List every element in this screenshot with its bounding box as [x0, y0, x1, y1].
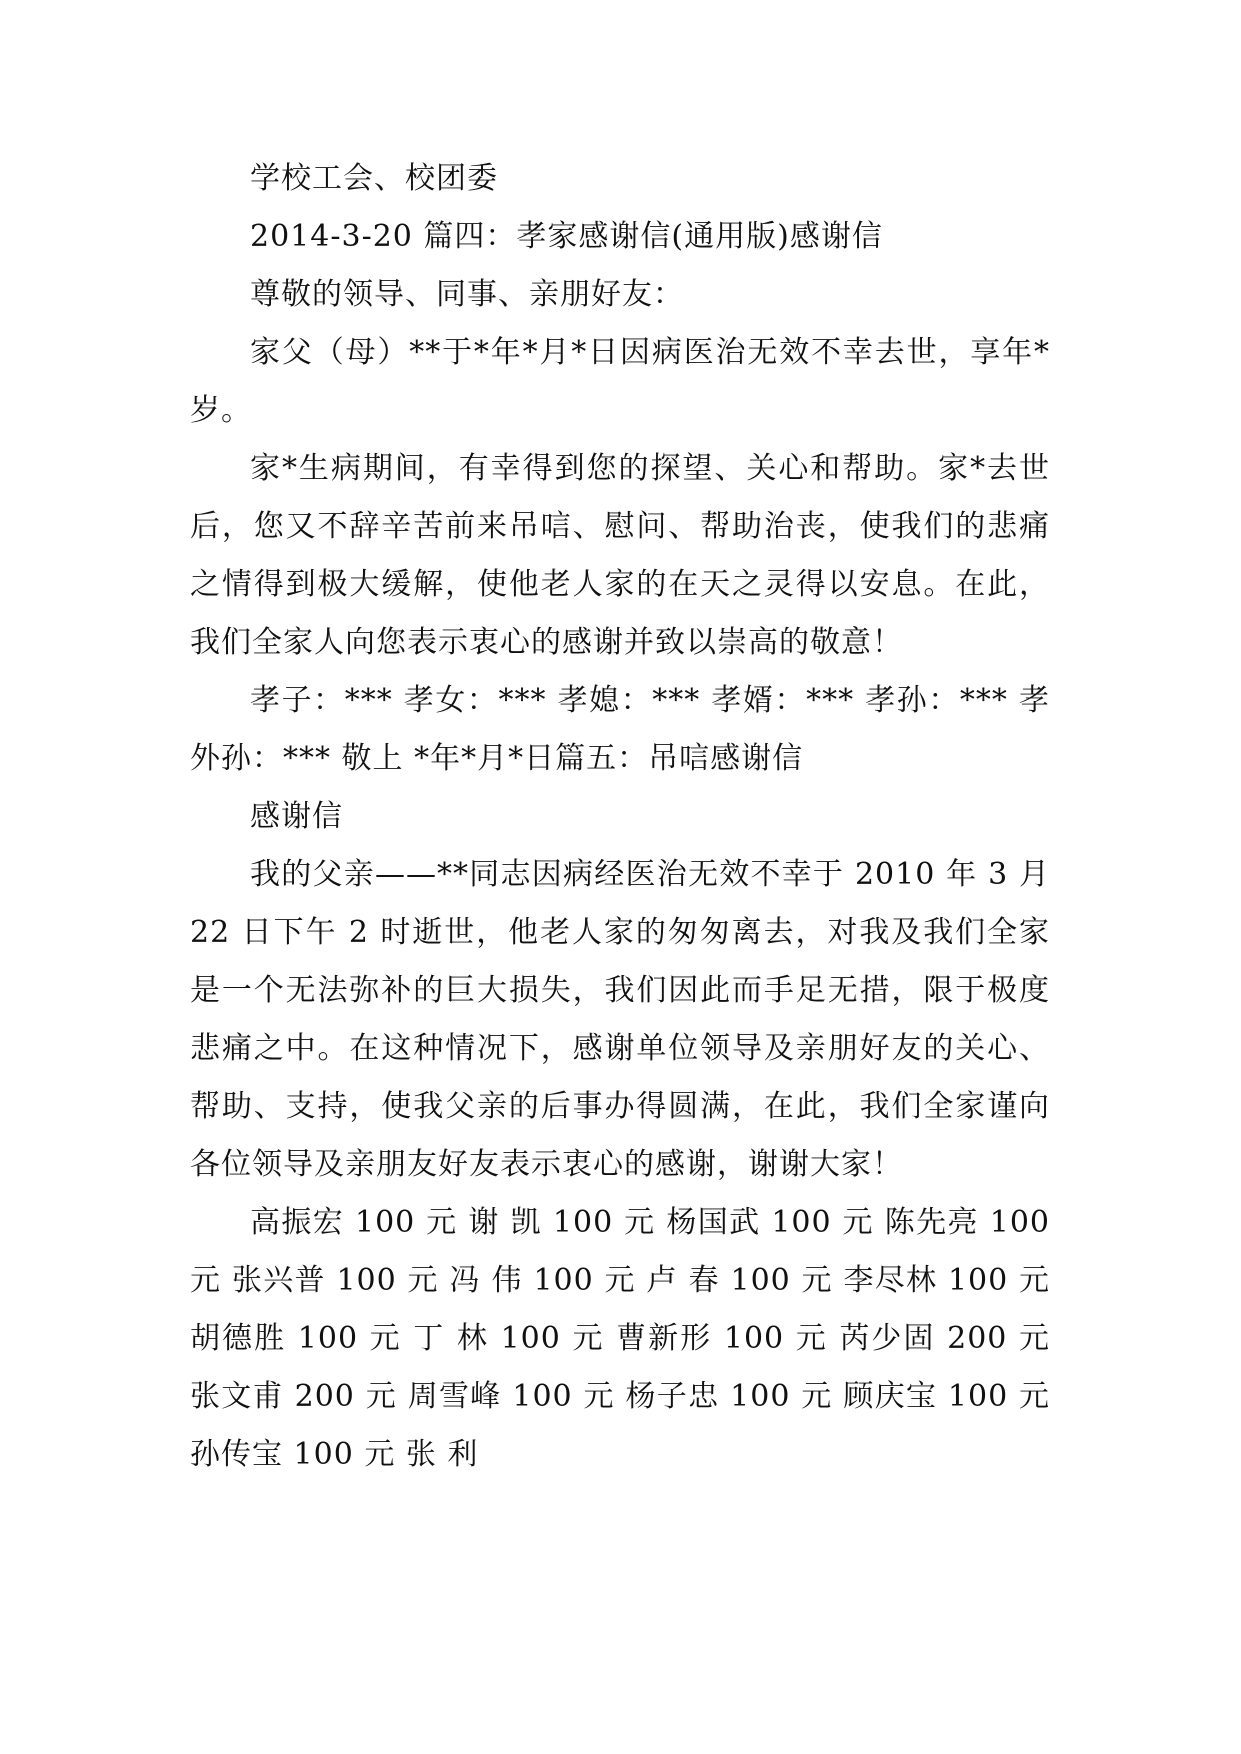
donation-list: 高振宏 100 元 谢 凯 100 元 杨国武 100 元 陈先亮 100 元 张兴普 100 元 冯 伟 100 元 卢 春 100 元 李尽林 100 元 胡德胜 100 元 丁 林 100 元 曹新形 100 元 芮少固 200 元 张文甫 200 元 周雪峰 100 元 杨子忠 100 元 顾庆宝 100 元 孙传宝 100 元 张 利: [190, 1205, 1050, 1472]
sender-line: 学校工会、校团委: [250, 161, 498, 196]
letter-title: 感谢信: [250, 799, 343, 834]
document-body: [190, 150, 1050, 1484]
paragraph-thanks: 家*生病期间，有幸得到您的探望、关心和帮助。家*去世后，您又不辞辛苦前来吊唁、慰问、帮助治丧，使我们的悲痛之情得到极大缓解，使他老人家的在天之灵得以安息。在此，我们全家人向您表示衷心的感谢并致以崇高的敬意！: [190, 451, 1050, 660]
salutation: 尊敬的领导、同事、亲朋好友：: [250, 277, 684, 312]
paragraph-notice: 家父（母）**于*年*月*日因病医治无效不幸去世，享年*岁。: [190, 335, 1050, 428]
signature-line: 孝子：*** 孝女：*** 孝媳：*** 孝婿：*** 孝孙：*** 孝外孙：*** 敬上 *年*月*日篇五：吊唁感谢信: [190, 683, 1050, 776]
paragraph-father: 我的父亲——**同志因病经医治无效不幸于 2010 年 3 月 22 日下午 2 时逝世，他老人家的匆匆离去，对我及我们全家是一个无法弥补的巨大损失，我们因此而手足无措，限于极度悲痛之中。在这种情况下，感谢单位领导及亲朋好友的关心、帮助、支持，使我父亲的后事办得圆满，在此，我们全家谨向各位领导及亲朋友好友表示衷心的感谢，谢谢大家！: [190, 857, 1050, 1182]
date-and-section-heading: 2014-3-20 篇四：孝家感谢信(通用版)感谢信: [250, 219, 883, 254]
